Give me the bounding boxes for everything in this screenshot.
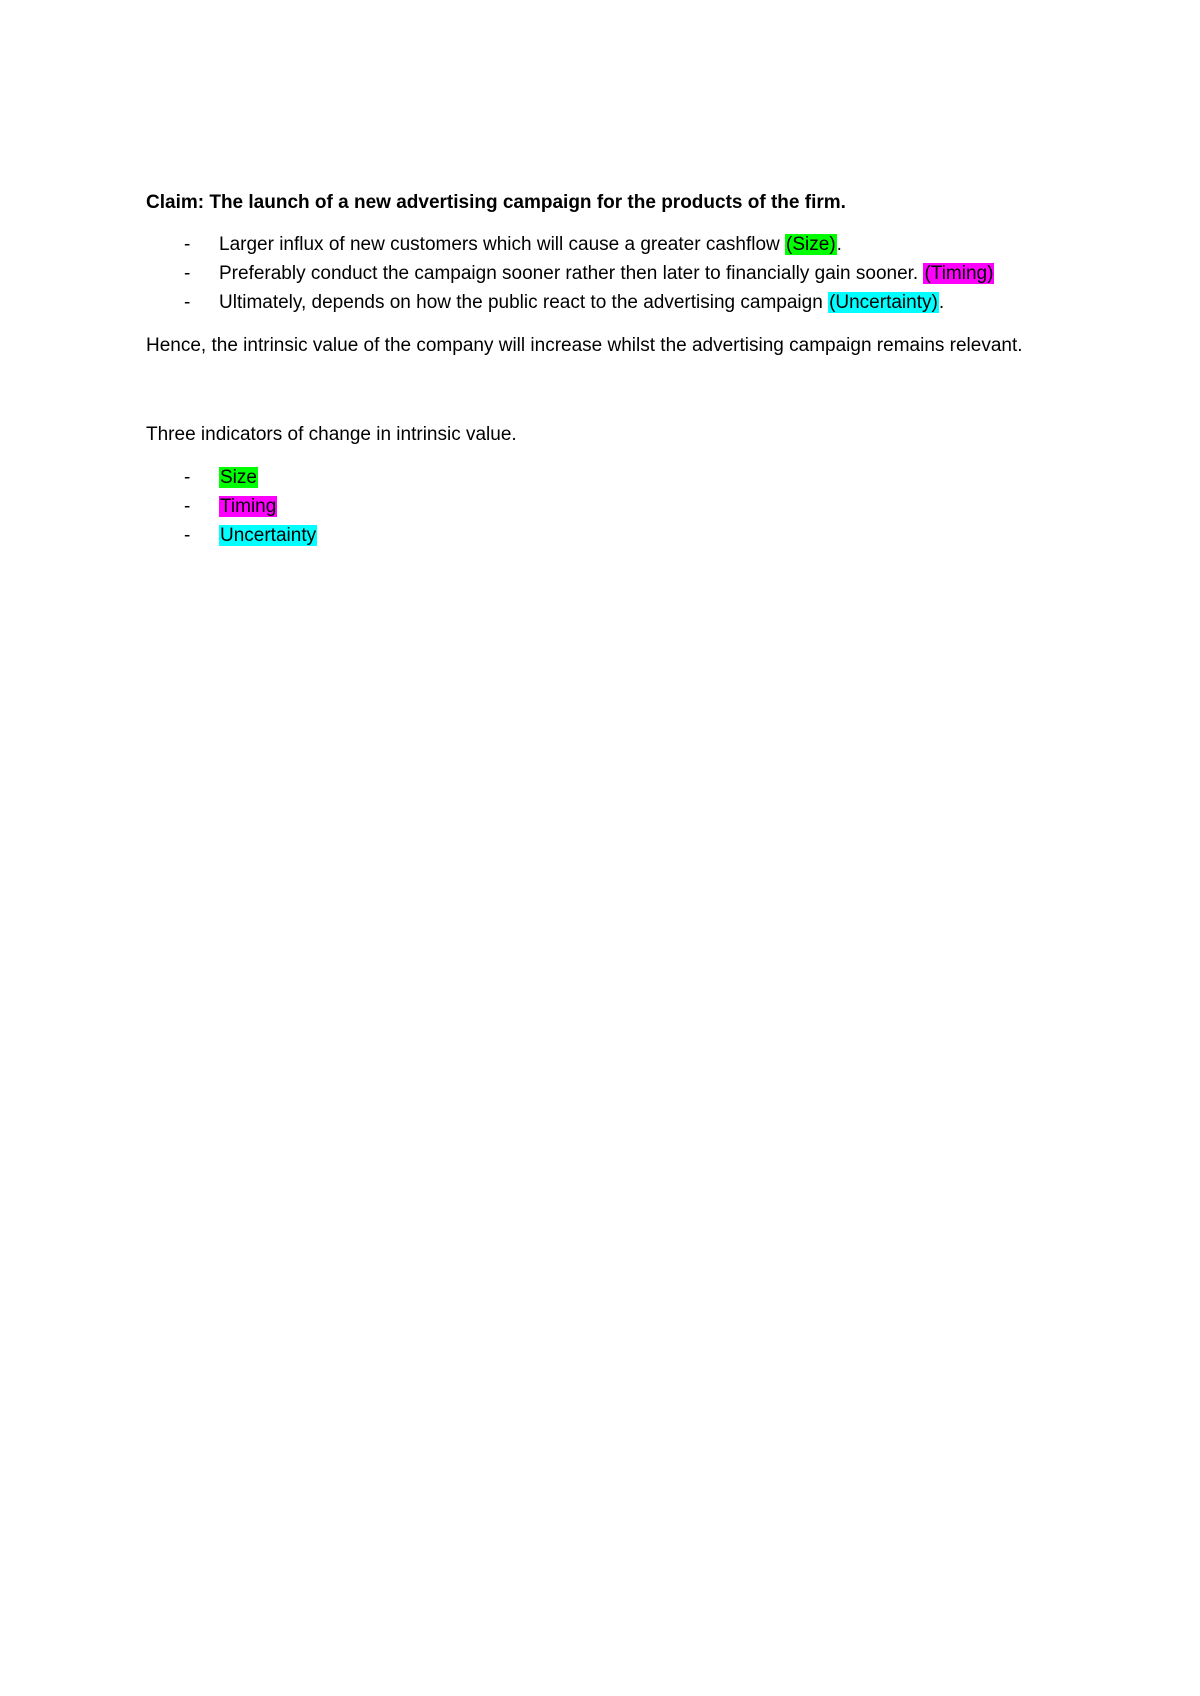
bullet-text: Larger influx of new customers which will cause a greater cashflow bbox=[219, 234, 786, 255]
timing-highlight-tag: (Timing) bbox=[924, 263, 994, 284]
indicator-list bbox=[146, 463, 1066, 550]
bullet-dash: - bbox=[184, 496, 191, 517]
conclusion-paragraph: Hence, the intrinsic value of the company will increase whilst the advertising campaign remains relevant. bbox=[146, 335, 1023, 356]
claim-heading: Claim: The launch of a new advertising campaign for the products of the firm. bbox=[146, 192, 846, 213]
indicator-item-size bbox=[146, 463, 1066, 492]
bullet-dash: - bbox=[184, 234, 191, 255]
indicator-item-uncertainty bbox=[146, 521, 1066, 550]
bullet-dash: - bbox=[184, 525, 191, 546]
indicator-label-size: Size bbox=[220, 467, 257, 488]
indicator-label-timing: Timing bbox=[220, 496, 277, 517]
claim-bullet-timing bbox=[146, 259, 1066, 288]
document-body bbox=[146, 190, 1066, 564]
paragraph-spacer bbox=[146, 360, 1066, 420]
bullet-text: Preferably conduct the campaign sooner rather then later to financially gain sooner. bbox=[219, 263, 924, 284]
uncertainty-highlight-tag: (Uncertainty) bbox=[829, 292, 938, 313]
bullet-dash: - bbox=[184, 467, 191, 488]
bullet-dash: - bbox=[184, 292, 191, 313]
bullet-text: Ultimately, depends on how the public react to the advertising campaign bbox=[219, 292, 829, 313]
indicator-label-uncertainty: Uncertainty bbox=[220, 525, 317, 546]
indicator-item-timing bbox=[146, 492, 1066, 521]
bullet-trailing: . bbox=[938, 292, 945, 313]
size-highlight-tag: (Size) bbox=[786, 234, 836, 255]
claim-bullet-uncertainty bbox=[146, 288, 1066, 317]
bullet-trailing: . bbox=[836, 234, 842, 255]
bullet-dash: - bbox=[184, 263, 191, 284]
claim-bullet-size bbox=[146, 230, 1066, 259]
indicators-intro: Three indicators of change in intrinsic value. bbox=[146, 424, 517, 445]
claim-bullet-list bbox=[146, 230, 1066, 317]
